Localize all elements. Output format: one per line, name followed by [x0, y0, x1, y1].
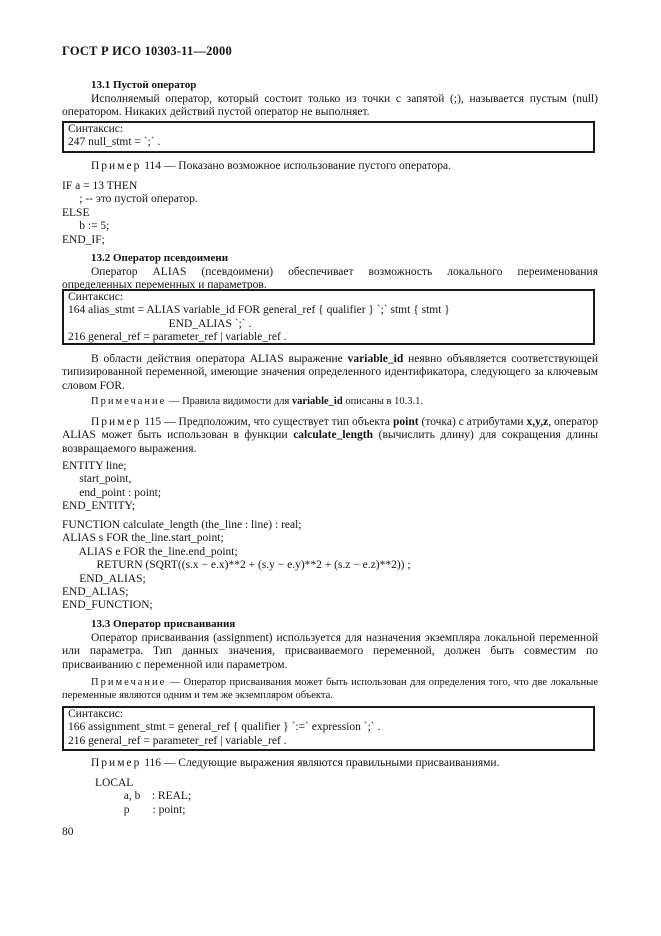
code-line: a, b : REAL; [95, 790, 192, 803]
code-line: end_point : point; [62, 486, 162, 499]
note-label: Примечание [91, 677, 167, 688]
syntax-box-alias-stmt [62, 289, 595, 345]
code-line: p : point; [95, 803, 186, 816]
text-run: , оператор ALIAS может быть использован в функции [62, 416, 598, 442]
code-line: IF a = 13 THEN [62, 180, 138, 192]
code-line: END_ENTITY; [62, 500, 136, 513]
text-run: неявно объявляется соответствующей типизированной переменной, имеющие значения определенного идентификатора, следующего за ключевым словом FOR. [62, 353, 599, 392]
code-line: ALIAS e FOR the_line.end_point; [62, 545, 238, 558]
note-assignment [62, 676, 598, 702]
section-13-2-paragraph: Оператор ALIAS (псевдоимени) обеспечивает возможность локального переименования определенных переменных и параметров. [62, 266, 598, 292]
note-visibility [91, 395, 423, 408]
text-run: В области действия оператора ALIAS выражение [91, 353, 348, 365]
example-label: Пример [91, 757, 142, 769]
code-block-if [62, 180, 198, 247]
text-run: 115 — Предположим, что существует тип объекта [141, 416, 393, 428]
syntax-line: 166 assignment_stmt = general_ref { qualifier } `:=` expression `;` . [68, 721, 381, 734]
text-run: (вычислить длину) для сокращения длины возвращаемого выражения. [62, 429, 598, 455]
syntax-line: Синтаксис: [68, 291, 124, 303]
code-block-entity [62, 460, 161, 514]
term-calculate-length: calculate_length [293, 429, 374, 442]
code-line: RETURN (SQRT((s.x − e.x)**2 + (s.y − e.y)**2 + (s.z − e.z)**2)) ; [62, 559, 411, 572]
page-header: ГОСТ Р ИСО 10303-11—2000 [62, 44, 232, 58]
syntax-box-null-stmt [62, 121, 595, 153]
code-line: END_ALIAS; [62, 585, 129, 598]
term-variable-id: variable_id [291, 396, 343, 407]
code-line: start_point, [62, 473, 132, 486]
section-13-1-paragraph: Исполняемый оператор, который состоит только из точки с запятой (;), называется пустым (null) оператором. Никаких действий пустой оператор не выполняет. [62, 93, 598, 119]
example-text: 114 — Показано возможное использование пустого оператора. [141, 160, 451, 172]
example-114 [91, 160, 451, 173]
section-13-3-paragraph: Оператор присваивания (assignment) используется для назначения экземпляра локальной переменной или параметра. Тип данных значения, присваиваемого переменной, должен быть совместим по присваиванию с переменной или параметром. [62, 632, 598, 671]
text-run: — Оператор присваивания может быть использован для определения того, что две локальные переменные являются одним и тем же экземпляром объекта. [62, 677, 598, 701]
syntax-line: 164 alias_stmt = ALIAS variable_id FOR general_ref { qualifier } `;` stmt { stmt } [68, 304, 450, 317]
code-block-function [62, 519, 411, 613]
code-line: END_ALIAS; [62, 572, 146, 585]
syntax-line: 216 general_ref = parameter_ref | variable_ref . [68, 331, 287, 344]
syntax-box-assignment [62, 706, 595, 751]
code-line: FUNCTION calculate_length (the_line : line) : real; [62, 519, 302, 531]
code-line: END_FUNCTION; [62, 599, 153, 612]
alias-scope-paragraph [62, 353, 598, 393]
syntax-line: 216 general_ref = parameter_ref | variable_ref . [68, 734, 287, 747]
term-point: point [392, 416, 419, 428]
code-line: ENTITY line; [62, 460, 127, 472]
example-116 [91, 757, 499, 770]
section-13-3-heading: 13.3 Оператор присваивания [91, 618, 236, 630]
text-run: (точка) с атрибутами [418, 416, 527, 428]
syntax-line: Синтаксис: [68, 708, 124, 720]
syntax-line: 247 null_stmt = `;` . [68, 136, 161, 149]
code-line: ; -- это пустой оператор. [62, 193, 198, 206]
section-13-2-heading: 13.2 Оператор псевдоимени [91, 252, 229, 264]
term-variable-id: variable_id [347, 353, 404, 365]
example-label: Пример [91, 160, 142, 172]
code-block-local [95, 777, 191, 817]
code-line: ELSE [62, 206, 90, 219]
code-line: ALIAS s FOR the_line.start_point; [62, 532, 224, 545]
text-run: 116 — Следующие выражения являются правильными присваиваниями. [141, 757, 500, 769]
section-13-1-heading: 13.1 Пустой оператор [91, 79, 197, 91]
syntax-line: Синтаксис: [68, 123, 124, 135]
code-line: b := 5; [62, 220, 110, 233]
text-run: — Правила видимости для [166, 396, 292, 407]
code-line: END_IF; [62, 233, 105, 246]
example-115 [62, 416, 598, 456]
code-line: LOCAL [95, 777, 134, 789]
text-run: описаны в 10.3.1. [342, 396, 424, 407]
term-xyz: x,y,z [526, 416, 549, 428]
note-label: Примечание [91, 396, 167, 407]
page-number: 80 [62, 826, 74, 838]
example-label: Пример [91, 416, 142, 428]
syntax-line: END_ALIAS `;` . [68, 317, 252, 330]
